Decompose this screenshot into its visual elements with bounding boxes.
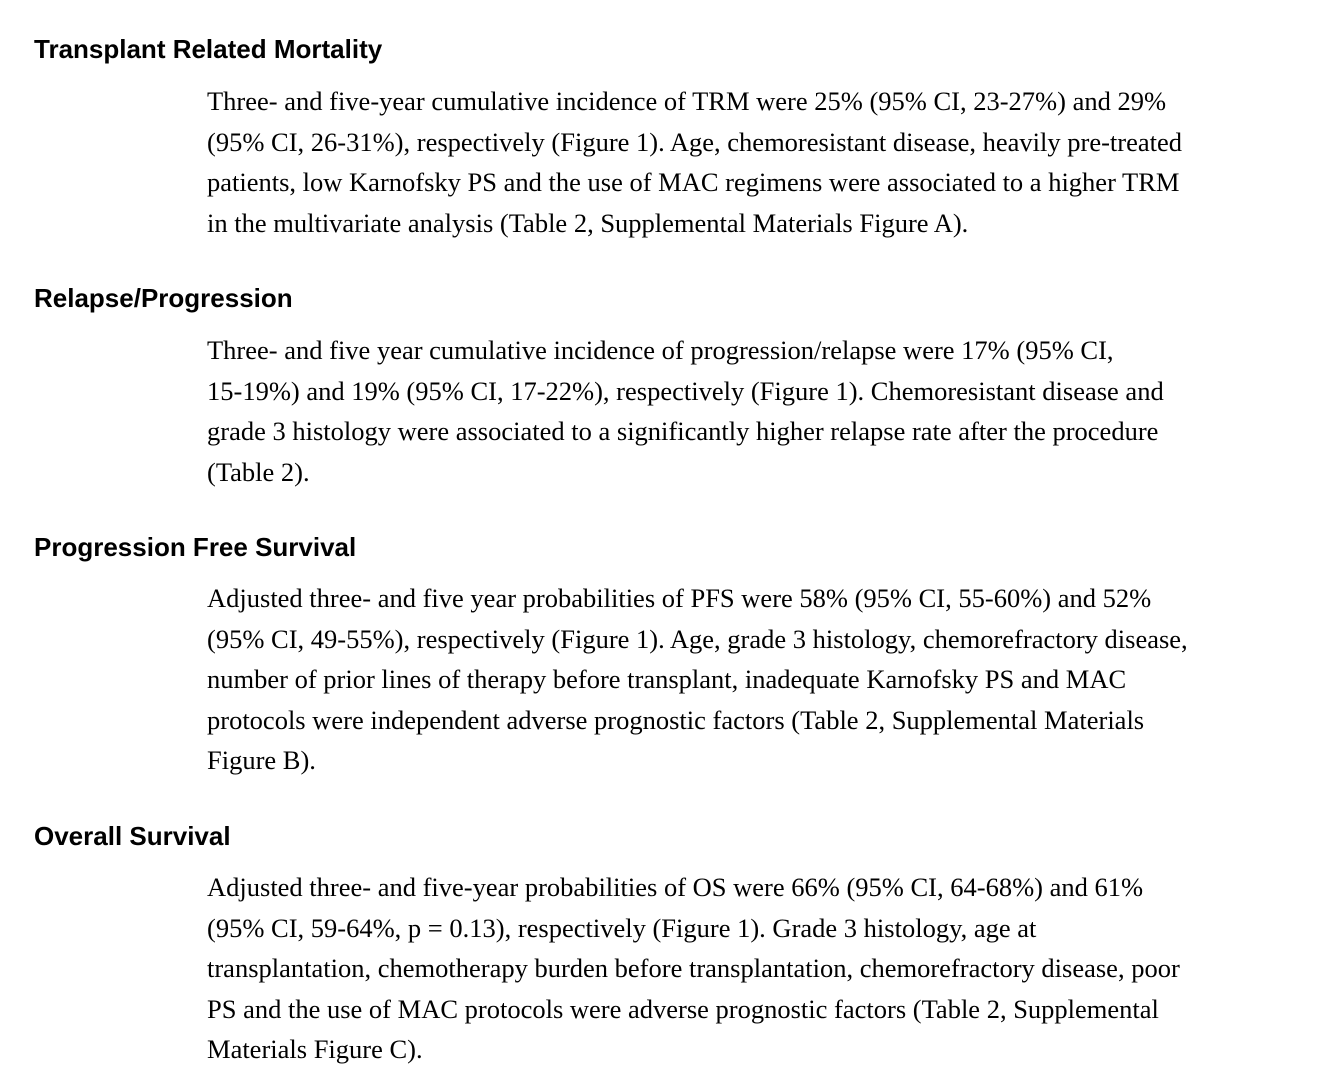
paragraph-line: PS and the use of MAC protocols were adverse prognostic factors (Table 2, Supplemental (207, 993, 1159, 1024)
section-paragraph (207, 867, 1297, 1070)
paragraph-line: Adjusted three- and five year probabilities of PFS were 58% (95% CI, 55-60%) and 52% (207, 583, 1152, 613)
paragraph-line: in the multivariate analysis (Table 2, Supplemental Materials Figure A). (207, 207, 969, 238)
paragraph-line: grade 3 histology were associated to a significantly higher relapse rate after the procedure (207, 416, 1159, 446)
paragraph-line: (95% CI, 49-55%), respectively (Figure 1). Age, grade 3 histology, chemorefractory disease, (207, 623, 1188, 654)
paragraph-line: Materials Figure C). (207, 1034, 423, 1064)
paragraph-line: Figure B). (207, 745, 316, 775)
paragraph-line: Three- and five-year cumulative incidence of TRM were 25% (95% CI, 23-27%) and 29% (207, 86, 1167, 116)
paragraph-line: (95% CI, 59-64%, p = 0.13), respectively (Figure 1). Grade 3 histology, age at (207, 912, 1037, 943)
paragraph-line: 15-19%) and 19% (95% CI, 17-22%), respectively (Figure 1). Chemoresistant disease and (207, 375, 1164, 406)
section-heading: Transplant Related Mortality (34, 34, 383, 64)
paragraph-line: Adjusted three- and five-year probabilities of OS were 66% (95% CI, 64-68%) and 61% (207, 872, 1144, 902)
section-paragraph (207, 330, 1297, 492)
section-heading: Relapse/Progression (34, 283, 293, 313)
paragraph-line: transplantation, chemotherapy burden before transplantation, chemorefractory disease, poor (207, 953, 1180, 983)
section-paragraph (207, 578, 1297, 781)
paragraph-line: protocols were independent adverse prognostic factors (Table 2, Supplemental Materials (207, 704, 1145, 735)
paragraph-line: patients, low Karnofsky PS and the use of MAC regimens were associated to a higher TRM (207, 167, 1180, 197)
paragraph-line: Three- and five year cumulative incidence of progression/relapse were 17% (95% CI, (207, 335, 1114, 365)
paragraph-line: (Table 2). (207, 456, 310, 487)
paragraph-line: number of prior lines of therapy before transplant, inadequate Karnofsky PS and MAC (207, 664, 1127, 694)
paragraph-line: (95% CI, 26-31%), respectively (Figure 1). Age, chemoresistant disease, heavily pre-treated (207, 126, 1183, 157)
section-paragraph (207, 81, 1297, 243)
section-heading: Overall Survival (34, 821, 231, 851)
section-heading: Progression Free Survival (34, 532, 357, 562)
